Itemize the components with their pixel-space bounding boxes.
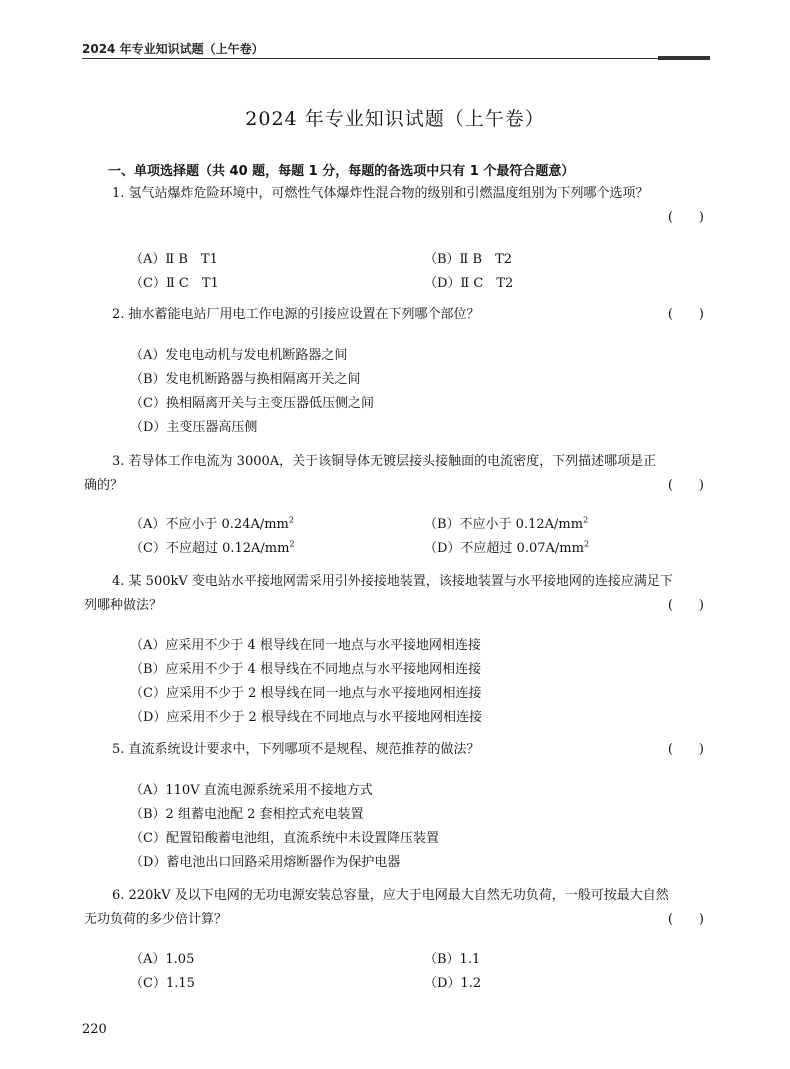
- option-b: （B）不应小于 $0.12A/mm^2$: [424, 515, 589, 532]
- option-c: （C）不应超过 $0.12A/mm^2$: [130, 539, 295, 556]
- option-d: （D）主变压器高压侧: [130, 420, 258, 435]
- answer-blank: ( ): [667, 478, 704, 493]
- option-a: （A）110V 直流电源系统采用不接地方式: [130, 783, 373, 798]
- question-stem: 5. 直流系统设计要求中，下列哪项不是规程、规范推荐的做法？: [112, 742, 480, 757]
- question-3: [84, 450, 710, 498]
- question-6: [84, 884, 710, 932]
- option-b: （B）应采用不少于 4 根导线在不同地点与水平接地网相连接: [130, 662, 482, 677]
- option-a: （A）不应小于 $0.24A/mm^2$: [130, 515, 294, 532]
- option-d: （D）Ⅱ C T2: [424, 276, 514, 291]
- question-5: [84, 738, 710, 762]
- option-b: （B）发电机断路器与换相隔离开关之间: [130, 372, 361, 387]
- option-b: （B）Ⅱ B T2: [424, 252, 513, 267]
- question-2: [84, 303, 710, 327]
- answer-blank: ( ): [667, 210, 704, 225]
- page-title: 2024 年专业知识试题（上午卷）: [245, 108, 545, 130]
- question-1: [84, 182, 710, 230]
- option-c: （C）Ⅱ C T1: [130, 276, 219, 291]
- question-stem: 2. 抽水蓄能电站厂用电工作电源的引接应设置在下列哪个部位？: [112, 307, 480, 322]
- option-c: （C）应采用不少于 2 根导线在同一地点与水平接地网相连接: [130, 686, 482, 701]
- question-stem: 3. 若导体工作电流为 3000A，关于该铜导体无镀层接头接触面的电流密度，下列描述哪项是正: [112, 454, 657, 469]
- option-c: （C）配置铅酸蓄电池组，直流系统中未设置降压装置: [130, 831, 439, 846]
- option-c: （C）1.15: [130, 976, 195, 991]
- option-c: （C）换相隔离开关与主变压器低压侧之间: [130, 396, 374, 411]
- question-stem: 6. 220kV 及以下电网的无功电源安装总容量，应大于电网最大自然无功负荷，一般可按最大自然: [112, 888, 669, 903]
- question-stem-continued: 列哪种做法？: [84, 598, 163, 613]
- answer-blank: ( ): [667, 912, 704, 927]
- option-b: （B）1.1: [424, 952, 481, 967]
- answer-blank: ( ): [667, 742, 704, 757]
- question-stem-continued: 无功负荷的多少倍计算？: [84, 912, 228, 927]
- page-number: 220: [82, 1022, 107, 1037]
- header-bar: [658, 56, 710, 60]
- question-stem: 4. 某 500kV 变电站水平接地网需采用引外接接地装置，该接地装置与水平接地网的连接应满足下: [112, 574, 673, 589]
- option-b: （B）2 组蓄电池配 2 套相控式充电装置: [130, 807, 364, 822]
- option-d: （D）蓄电池出口回路采用熔断器作为保护电器: [130, 855, 401, 870]
- option-d: （D）不应超过 $0.07A/mm^2$: [424, 539, 590, 556]
- question-stem-continued: 确的？: [84, 478, 124, 493]
- section-title: 一、单项选择题（共 40 题，每题 1 分，每题的备选项中只有 1 个最符合题意）: [108, 164, 575, 179]
- option-a: （A）发电电动机与发电机断路器之间: [130, 348, 348, 363]
- question-stem: 1. 氢气站爆炸危险环境中，可燃性气体爆炸性混合物的级别和引燃温度组别为下列哪个选项？: [112, 186, 649, 201]
- option-d: （D）应采用不少于 2 根导线在不同地点与水平接地网相连接: [130, 710, 482, 725]
- answer-blank: ( ): [667, 598, 704, 613]
- question-4: [84, 570, 710, 618]
- option-a: （A）1.05: [130, 952, 195, 967]
- option-a: （A）Ⅱ B T1: [130, 252, 218, 267]
- option-a: （A）应采用不少于 4 根导线在同一地点与水平接地网相连接: [130, 638, 481, 653]
- running-header: 2024 年专业知识试题（上午卷）: [82, 42, 264, 56]
- option-d: （D）1.2: [424, 976, 482, 991]
- header-rule: [82, 58, 710, 59]
- answer-blank: ( ): [667, 307, 704, 322]
